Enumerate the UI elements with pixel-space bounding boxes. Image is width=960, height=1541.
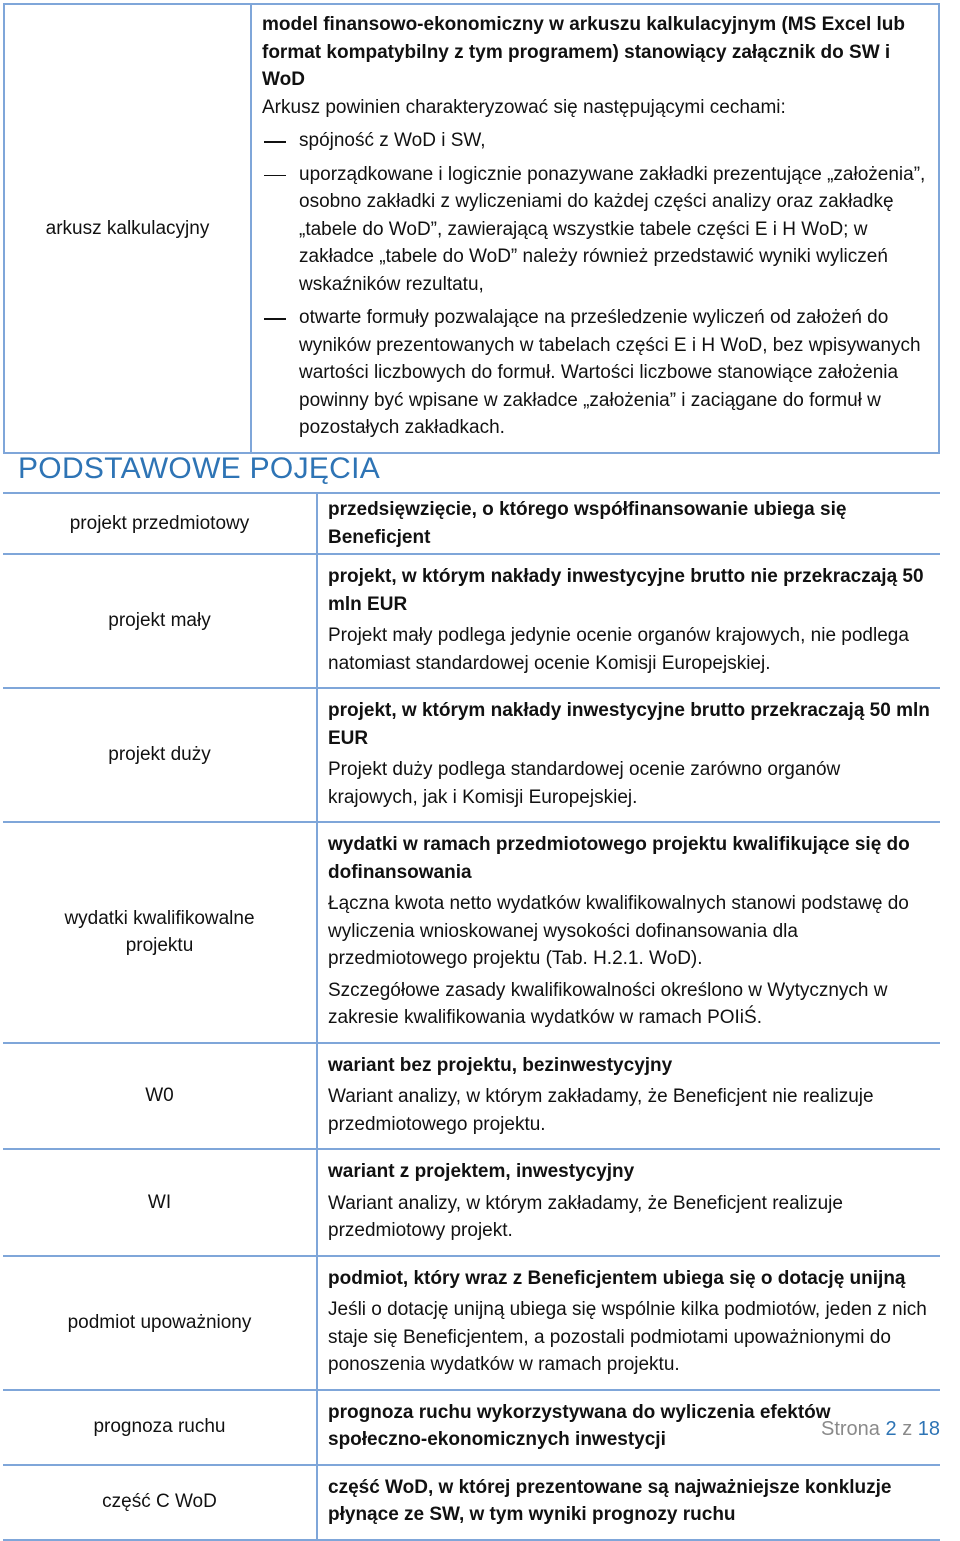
definition-title: wariant bez projektu, bezinwestycyjny — [328, 1054, 673, 1076]
definition-term: projekt przedmiotowy — [3, 493, 317, 554]
definition-content — [317, 1256, 940, 1390]
definition-text: Projekt mały podlega jedynie ocenie organów krajowych, nie podlega natomiast standardowej ocenie Komisji Europejskiej. — [328, 625, 909, 674]
spreadsheet-item: uporządkowane i logicznie ponazywane zakładki prezentujące „założenia”, osobno zakładki z wyliczeniami do każdej części analizy oraz zakładkę „tabele do WoD”, zawierającą wszystkie tabele części E i H WoD; w zakładce „tabele do WoD” należy również przedstawić wyniki wyliczeń wskaźników rezultatu, — [262, 161, 928, 299]
definition-content — [317, 1149, 940, 1256]
definition-term: projekt duży — [3, 688, 317, 822]
spreadsheet-intro: Arkusz powinien charakteryzować się następującymi cechami: — [262, 96, 786, 118]
definition-title: prognoza ruchu wykorzystywana do wyliczenia efektów społeczno-ekonomicznych inwestycji — [328, 1401, 831, 1450]
definition-term: WI — [3, 1149, 317, 1256]
footer-page-number: 2 — [885, 1418, 897, 1440]
spreadsheet-intro-bold: model finansowo-ekonomiczny w arkuszu kalkulacyjnym (MS Excel lub format kompatybilny z tym programem) stanowiący załącznik do SW i WoD — [262, 14, 906, 90]
definition-text: Wariant analizy, w którym zakładamy, że Beneficjent nie realizuje przedmiotowego projektu. — [328, 1086, 874, 1135]
definition-content — [317, 822, 940, 1043]
spreadsheet-item: otwarte formuły pozwalające na prześledzenie wyliczeń od założeń do wyników prezentowanych w tabelach części E i H WoD, bez wpisywanych wartości liczbowych do formuł. Wartości liczbowe stanowiące założenia powinny być wpisane w zakładce „założenia” i zaciągane do formuł w pozostałych zakładkach. — [262, 304, 928, 442]
definition-text: Wariant analizy, w którym zakładamy, że Beneficjent realizuje przedmiotowy projekt. — [328, 1192, 843, 1241]
definition-content — [317, 493, 940, 554]
definition-term: W0 — [3, 1043, 317, 1150]
spreadsheet-label: arkusz kalkulacyjny — [45, 217, 210, 239]
definition-text: Jeśli o dotację unijną ubiega się wspólnie kilka podmiotów, jeden z nich staje się Beneficjentem, a pozostali podmiotami upoważnionymi do ponoszenia wydatków w ramach projektu. — [328, 1299, 927, 1375]
definition-title: podmiot, który wraz z Beneficjentem ubiega się o dotację unijną — [328, 1267, 906, 1289]
section-heading: PODSTAWOWE POJĘCIA — [18, 452, 381, 485]
definition-term: część C WoD — [3, 1465, 317, 1540]
definition-title: przedsięwzięcie, o którego współfinansowanie ubiega się Beneficjent — [328, 499, 847, 548]
definition-text: Szczegółowe zasady kwalifikowalności określono w Wytycznych w zakresie kwalifikowania wydatków w ramach POIiŚ. — [328, 979, 888, 1028]
definition-content — [317, 554, 940, 688]
spreadsheet-table — [3, 3, 940, 454]
page-footer — [821, 1418, 940, 1441]
definition-title: część WoD, w której prezentowane są najważniejsze konkluzje płynące ze SW, w tym wyniki prognozy ruchu — [328, 1476, 892, 1525]
footer-prefix: Strona — [821, 1418, 880, 1440]
definition-row — [3, 1149, 940, 1256]
definition-row — [3, 822, 940, 1043]
definition-title: wariant z projektem, inwestycyjny — [328, 1161, 635, 1182]
definition-content — [317, 688, 940, 822]
definition-term: podmiot upoważniony — [3, 1256, 317, 1390]
definition-term: prognoza ruchu — [3, 1390, 317, 1465]
definition-content — [317, 1043, 940, 1150]
spreadsheet-content — [251, 4, 939, 453]
definition-term: wydatki kwalifikowalne projektu — [3, 822, 317, 1043]
footer-separator: z — [902, 1418, 913, 1440]
definition-text: Projekt duży podlega standardowej ocenie zarówno organów krajowych, jak i Komisji Europejskiej. — [328, 759, 841, 808]
definition-term: projekt mały — [3, 554, 317, 688]
footer-page-total: 18 — [917, 1418, 940, 1440]
definition-row — [3, 1256, 940, 1390]
definition-row — [3, 1043, 940, 1150]
definition-row — [3, 493, 940, 554]
definitions-table — [3, 492, 940, 1541]
definition-row — [3, 1465, 940, 1540]
definition-content — [317, 1465, 940, 1540]
definition-row — [3, 1390, 940, 1465]
definition-title: projekt, w którym nakłady inwestycyjne brutto przekraczają 50 mln EUR — [328, 700, 930, 749]
spreadsheet-term — [4, 4, 251, 453]
definition-text: Łączna kwota netto wydatków kwalifikowalnych stanowi podstawę do wyliczenia wnioskowanej wysokości dofinansowania dla przedmiotowego projektu (Tab. H.2.1. WoD). — [328, 893, 909, 969]
definition-row — [3, 554, 940, 688]
definition-row — [3, 688, 940, 822]
definition-title: projekt, w którym nakłady inwestycyjne brutto nie przekraczają 50 mln EUR — [328, 566, 924, 615]
definition-title: wydatki w ramach przedmiotowego projektu kwalifikujące się do dofinansowania — [328, 834, 910, 883]
spreadsheet-item: spójność z WoD i SW, — [262, 127, 928, 155]
